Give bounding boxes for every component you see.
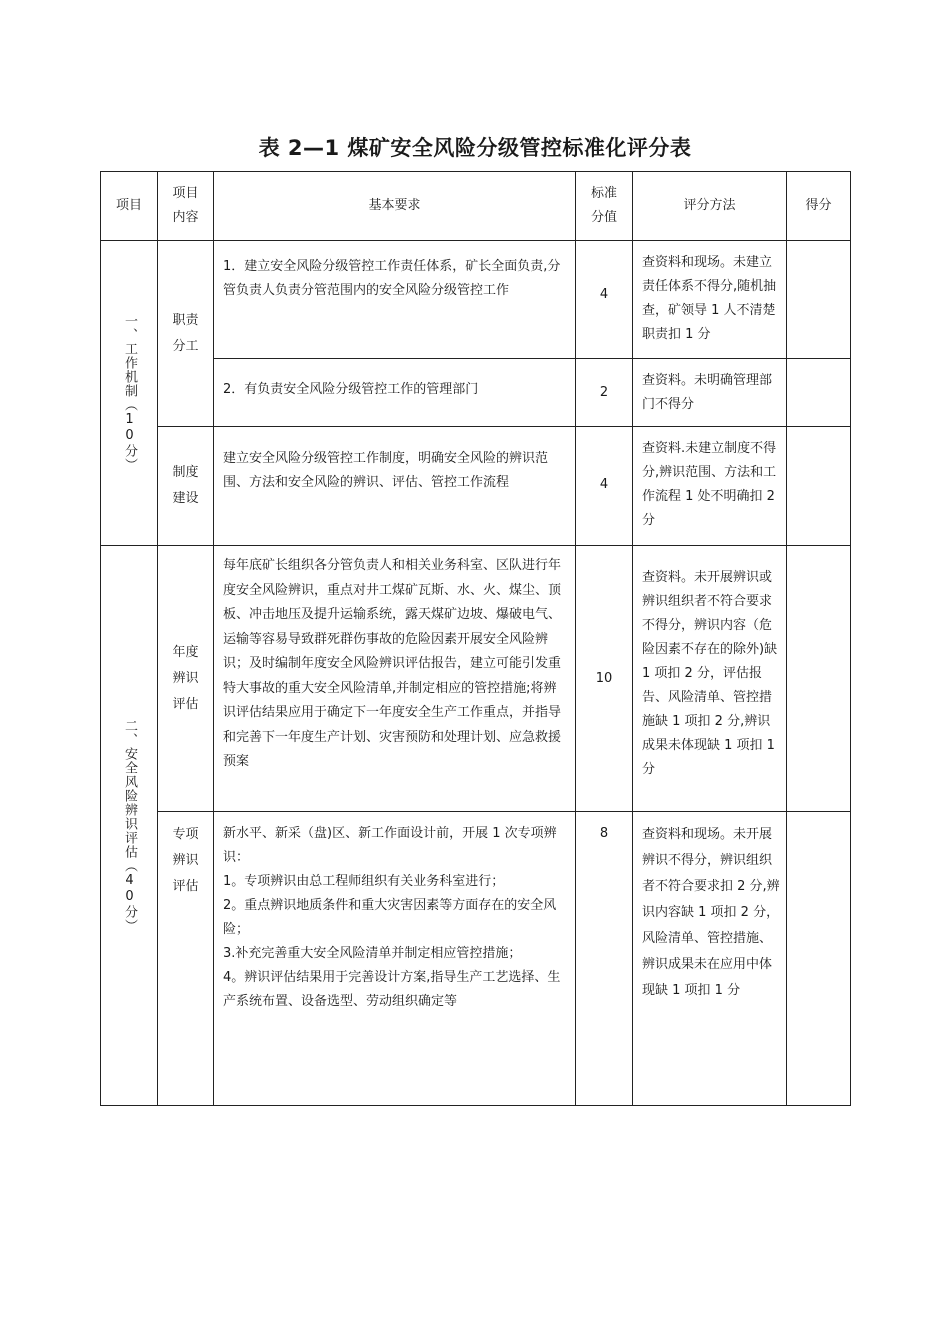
row-score: 4 [576,241,633,359]
table-row [101,359,851,427]
header-score: 标准 分值 [576,172,633,241]
row-requirement [214,812,576,1106]
row-requirement: 建立安全风险分级管控工作制度，明确安全风险的辨识范围、方法和安全风险的辨识、评估、管控工作流程 [214,427,576,546]
row-content: 年度 辨识 评估 [158,546,214,812]
row-points [787,241,851,359]
header-content: 项目 内容 [158,172,214,241]
row-points [787,546,851,812]
row-requirement: 2．有负责安全风险分级管控工作的管理部门 [214,359,576,427]
row-points [787,427,851,546]
table-row [101,241,851,359]
row-requirement: 1．建立安全风险分级管控工作责任体系，矿长全面负责,分管负责人负责分管范围内的安全风险分级管控工作 [214,241,576,359]
requirement-line: 3.补充完善重大安全风险清单并制定相应管控措施； [223,946,522,961]
requirement-line: 4。辨识评估结果用于完善设计方案,指导生产工艺选择、生产系统布置、设备选型、劳动组织确定等 [223,970,561,1009]
row-method: 查资料和现场。未建立责任体系不得分,随机抽查，矿领导 1 人不清楚职责扣 1 分 [633,241,787,359]
header-method: 评分方法 [633,172,787,241]
requirement-line: 2。重点辨识地质条件和重大灾害因素等方面存在的安全风险； [223,898,557,937]
row-score: 8 [576,812,633,1106]
header-points: 得分 [787,172,851,241]
row-content: 职责 分工 [158,241,214,427]
table-header-row [101,172,851,241]
row-points [787,359,851,427]
row-score: 2 [576,359,633,427]
row-score: 10 [576,546,633,812]
section-label: 二、安全风险辨识评估（40分） [101,546,158,1106]
header-requirement: 基本要求 [214,172,576,241]
table-row [101,812,851,1106]
row-method: 查资料。未明确管理部门不得分 [633,359,787,427]
requirement-line: 1。专项辨识由总工程师组织有关业务科室进行； [223,874,505,889]
row-method: 查资料和现场。未开展辨识不得分，辨识组织者不符合要求扣 2 分,辨识内容缺 1 项扣 2 分，风险清单、管控措施、辨识成果未在应用中体现缺 1 项扣 1 分 [633,812,787,1106]
table-row [101,546,851,812]
row-points [787,812,851,1106]
row-requirement: 每年底矿长组织各分管负责人和相关业务科室、区队进行年度安全风险辨识，重点对井工煤矿瓦斯、水、火、煤尘、顶板、冲击地压及提升运输系统，露天煤矿边坡、爆破电气、运输等容易导致群死群伤事故的危险因素开展安全风险辨识；及时编制年度安全风险辨识评估报告，建立可能引发重特大事故的重大安全风险清单,并制定相应的管控措施;将辨识评估结果应用于确定下一年度安全生产工作重点，并指导和完善下一年度生产计划、灾害预防和处理计划、应急救援预案 [214,546,576,812]
row-score: 4 [576,427,633,546]
section-label: 一、工作机制（10分） [101,241,158,546]
requirement-line: 新水平、新采（盘)区、新工作面设计前，开展 1 次专项辨识： [223,826,557,865]
header-item: 项目 [101,172,158,241]
table-row [101,427,851,546]
row-content: 专项 辨识 评估 [158,812,214,1106]
row-content: 制度 建设 [158,427,214,546]
scoring-table [100,171,851,1106]
row-method: 查资料。未开展辨识或辨识组织者不符合要求不得分，辨识内容（危险因素不存在的除外)缺 1 项扣 2 分，评估报告、风险清单、管控措施缺 1 项扣 2 分,辨识成果未体现缺 1 项扣 1 分 [633,546,787,812]
document-title: 表 2—1 煤矿安全风险分级管控标准化评分表 [258,136,692,160]
row-method: 查资料.未建立制度不得分,辨识范围、方法和工作流程 1 处不明确扣 2 分 [633,427,787,546]
